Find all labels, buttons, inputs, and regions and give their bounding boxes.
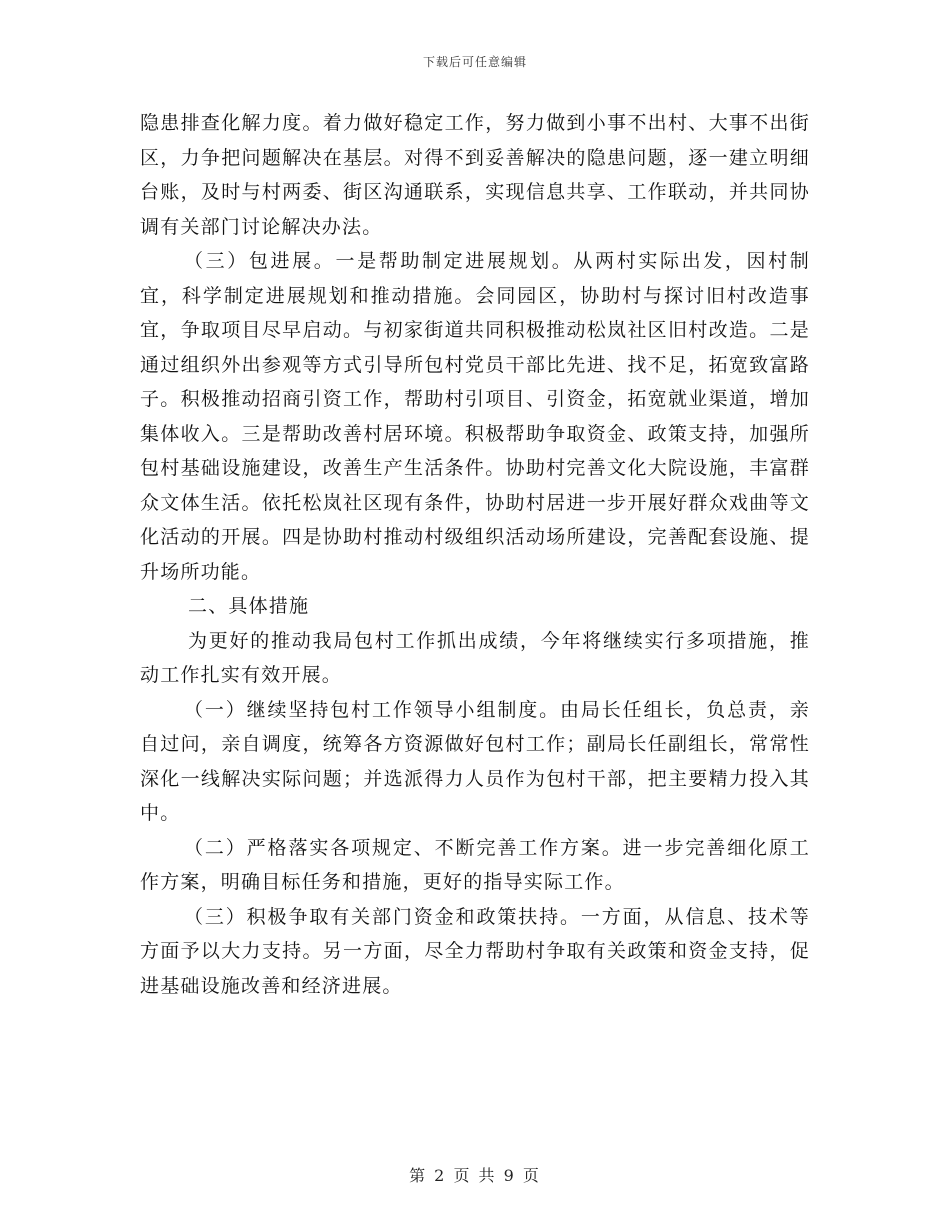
paragraph-measure-one: （一）继续坚持包村工作领导小组制度。由局长任组长，负总责，亲自过问，亲自调度，统筹各方资源做好包村工作；副局长任副组长，常常性深化一线解决实际问题；并选派得力人员作为包村干部，把主要精力投入其中。 (140, 698, 810, 824)
document-body (140, 106, 810, 1003)
paragraph-measure-two: （二）严格落实各项规定、不断完善工作方案。进一步完善细化原工作方案，明确目标任务和措施，更好的指导实际工作。 (140, 836, 810, 893)
page-number-footer: 第 2 页 共 9 页 (409, 1166, 541, 1185)
paragraph-continuation: 隐患排查化解力度。着力做好稳定工作，努力做到小事不出村、大事不出街区，力争把问题解决在基层。对得不到妥善解决的隐患问题，逐一建立明细台账，及时与村两委、街区沟通联系，实现信息共享、工作联动，并共同协调有关部门讨论解决办法。 (140, 112, 810, 238)
page-header-note: 下载后可任意编辑 (422, 55, 527, 69)
paragraph-measures-intro: 为更好的推动我局包村工作抓出成绩，今年将继续实行多项措施，推动工作扎实有效开展。 (140, 629, 810, 686)
paragraph-section-three-development: （三）包进展。一是帮助制定进展规划。从两村实际出发，因村制宜，科学制定进展规划和推动措施。会同园区，协助村与探讨旧村改造事宜，争取项目尽早启动。与初家街道共同积极推动松岚社区旧村改造。二是通过组织外出参观等方式引导所包村党员干部比先进、找不足，拓宽致富路子。积极推动招商引资工作，帮助村引项目、引资金，拓宽就业渠道，增加集体收入。三是帮助改善村居环境。积极帮助争取资金、政策支持，加强所包村基础设施建设，改善生产生活条件。协助村完善文化大院设施，丰富群众文体生活。依托松岚社区现有条件，协助村居进一步开展好群众戏曲等文化活动的开展。四是协助村推动村级组织活动场所建设，完善配套设施、提升场所功能。 (140, 250, 810, 583)
paragraph-measure-three: （三）积极争取有关部门资金和政策扶持。一方面，从信息、技术等方面予以大力支持。另一方面，尽全力帮助村争取有关政策和资金支持，促进基础设施改善和经济进展。 (140, 905, 810, 997)
section-heading-specific-measures: 二、具体措施 (188, 595, 310, 617)
